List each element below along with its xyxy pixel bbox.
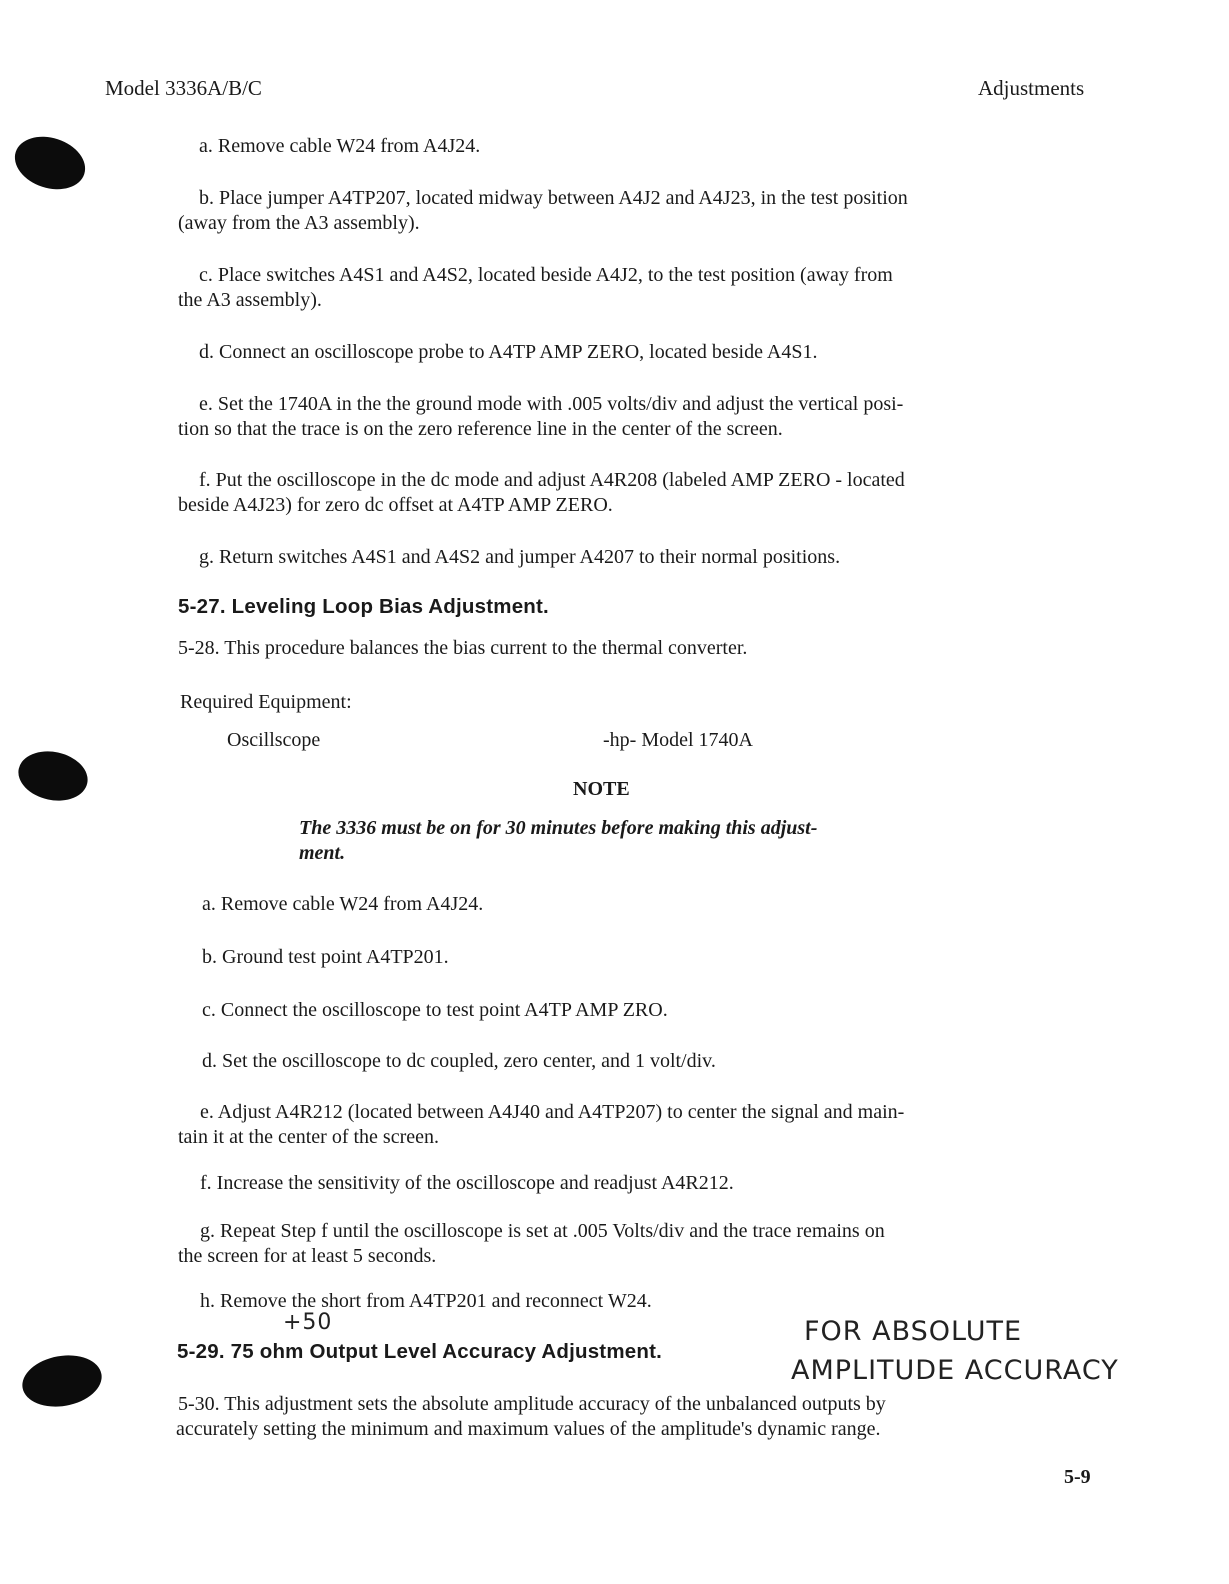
step-d-set-oscilloscope: d. Set the oscilloscope to dc coupled, zero center, and 1 volt/div. bbox=[202, 1050, 716, 1072]
paragraph-5-30-line2: accurately setting the minimum and maximum values of the amplitude's dynamic range. bbox=[176, 1418, 881, 1440]
handwritten-note-line2: AMPLITUDE ACCURACY bbox=[791, 1355, 1119, 1386]
step-a-remove-cable-2: a. Remove cable W24 from A4J24. bbox=[202, 893, 484, 915]
step-b-place-jumper: b. Place jumper A4TP207, located midway between A4J2 and A4J23, in the test position bbox=[199, 187, 908, 209]
step-e-set-1740a: e. Set the 1740A in the the ground mode with .005 volts/div and adjust the vertical posi- bbox=[199, 393, 904, 415]
section-heading-5-27: 5-27. Leveling Loop Bias Adjustment. bbox=[178, 595, 549, 618]
step-f-dc-mode: f. Put the oscilloscope in the dc mode and adjust A4R208 (labeled AMP ZERO - located bbox=[199, 469, 905, 491]
section-heading-5-29: 5-29. 75 ohm Output Level Accuracy Adjustment. bbox=[177, 1340, 662, 1363]
note-body-line1: The 3336 must be on for 30 minutes before making this adjust- bbox=[299, 817, 818, 839]
punch-hole-top bbox=[8, 128, 92, 198]
step-c-place-switches-cont: the A3 assembly). bbox=[178, 289, 322, 311]
note-body-line2: ment. bbox=[299, 842, 346, 864]
header-model: Model 3336A/B/C bbox=[105, 76, 262, 100]
paragraph-5-28: 5-28. This procedure balances the bias current to the thermal converter. bbox=[178, 637, 748, 659]
step-h-remove-short: h. Remove the short from A4TP201 and reconnect W24. bbox=[200, 1290, 652, 1312]
step-a-remove-cable: a. Remove cable W24 from A4J24. bbox=[199, 135, 481, 157]
note-title: NOTE bbox=[573, 778, 630, 800]
handwritten-note-line1: FOR ABSOLUTE bbox=[804, 1316, 1023, 1347]
step-e-adjust-a4r212: e. Adjust A4R212 (located between A4J40 and A4TP207) to center the signal and main- bbox=[200, 1101, 905, 1123]
step-c-place-switches: c. Place switches A4S1 and A4S2, located beside A4J2, to the test position (away from bbox=[199, 264, 893, 286]
page-number: 5-9 bbox=[1064, 1466, 1091, 1488]
required-equipment-label: Required Equipment: bbox=[180, 691, 352, 713]
step-f-increase-sensitivity: f. Increase the sensitivity of the oscilloscope and readjust A4R212. bbox=[200, 1172, 734, 1194]
step-d-connect-probe: d. Connect an oscilloscope probe to A4TP AMP ZERO, located beside A4S1. bbox=[199, 341, 818, 363]
step-f-dc-mode-cont: beside A4J23) for zero dc offset at A4TP AMP ZERO. bbox=[178, 494, 613, 516]
step-g-repeat-step-f: g. Repeat Step f until the oscilloscope is set at .005 Volts/div and the trace remains on bbox=[200, 1220, 885, 1242]
step-b-place-jumper-cont: (away from the A3 assembly). bbox=[178, 212, 420, 234]
equipment-name: Oscillscope bbox=[227, 729, 321, 751]
punch-hole-bottom bbox=[18, 1349, 105, 1412]
equipment-model: -hp- Model 1740A bbox=[603, 729, 753, 751]
step-g-repeat-step-f-cont: the screen for at least 5 seconds. bbox=[178, 1245, 437, 1267]
paragraph-5-30-line1: 5-30. This adjustment sets the absolute amplitude accuracy of the unbalanced outputs by bbox=[178, 1393, 886, 1415]
handwritten-mark: +50 bbox=[283, 1310, 333, 1335]
step-e-adjust-a4r212-cont: tain it at the center of the screen. bbox=[178, 1126, 439, 1148]
step-b-ground-test-point: b. Ground test point A4TP201. bbox=[202, 946, 449, 968]
punch-hole-middle bbox=[14, 745, 92, 807]
step-e-set-1740a-cont: tion so that the trace is on the zero reference line in the center of the screen. bbox=[178, 418, 783, 440]
step-c-connect-oscilloscope: c. Connect the oscilloscope to test point A4TP AMP ZRO. bbox=[202, 999, 668, 1021]
step-g-return-switches: g. Return switches A4S1 and A4S2 and jumper A4207 to their normal positions. bbox=[199, 546, 841, 568]
header-section: Adjustments bbox=[978, 76, 1085, 100]
